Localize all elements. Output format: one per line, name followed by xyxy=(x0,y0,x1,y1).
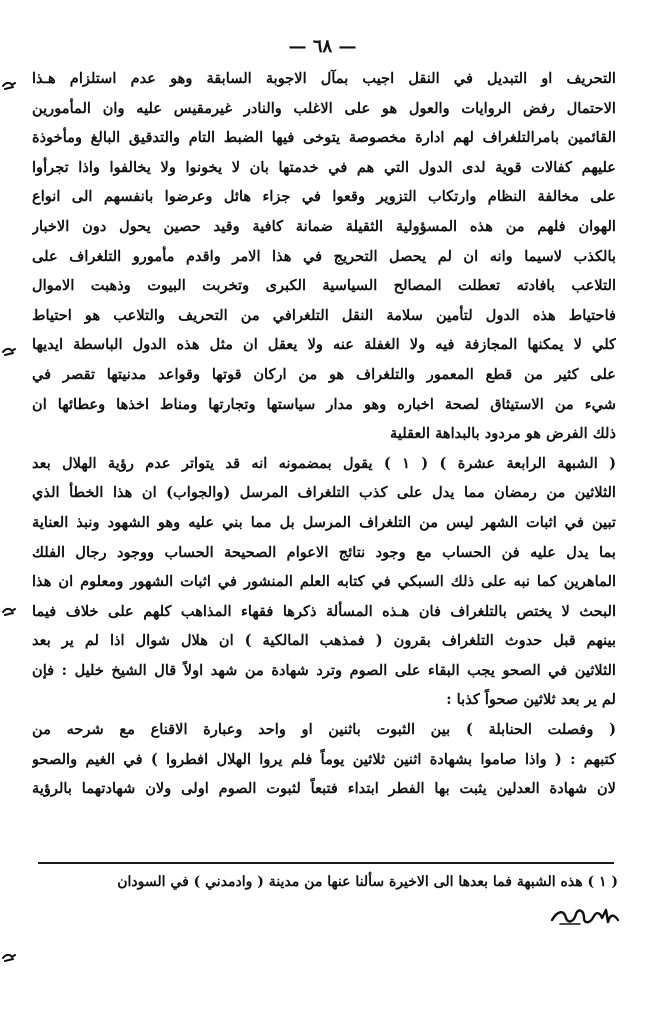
margin-ink-mark xyxy=(2,80,16,92)
text-line: ( الشبهة الرابعة عشرة ) ( ١ ) يقول بمضمونه انه قد يتواتر عدم رؤية الهلال بعد xyxy=(32,454,616,472)
text-line: بالكذب لاسيما وانه ان لم يحصل التحريج في هذا الامر واقدم مأمورو التلغراف على xyxy=(32,247,616,265)
body-text xyxy=(32,64,616,804)
text-line: الماهرين كما نبه على ذلك السبكي في كتابه العلم المنشور في اثبات الشهور ومعلوم ان هذا xyxy=(32,573,616,591)
text-line: القائمين بامرالتلغراف لهم ادارة مخصوصة يتوخى فيها الضبط التام والتدقيق البالغ ومأخوذة xyxy=(32,129,616,147)
text-line: الهوان فلهم من هذه المسؤولية الثقيلة ضمانة كافية وقيد حصين يحول دون الاخبار xyxy=(32,217,616,235)
text-line: تبين في اثبات الشهر ليس من التلغراف المرسل بل مما بني عليه وهو الشهود ونبذ العناية xyxy=(32,513,616,531)
text-line: على كثير من قطع المعمور والتلغراف هو من اركان قوتها وقواعد مدنيتها تقصر في xyxy=(32,365,616,383)
footnote: ( ١ ) هذه الشبهة فما بعدها الى الاخيرة سألنا عنها من مدينة ( وادمدني ) في السودان xyxy=(117,874,618,890)
margin-ink-mark xyxy=(2,346,16,358)
text-line: فاحتياط هذه الدول لتأمين سلامة النقل التلغرافي من التحريف والتلاعب هو احتياط xyxy=(32,306,616,324)
text-line: التلاعب بافادته تعطلت المصالح السياسية الكبرى وتخربت البيوت وذهبت الاموال xyxy=(32,277,616,295)
text-line: البحث لا يختص بالتلغراف فان هـذه المسألة ذكرها فقهاء المذاهب كلهم على خلاف فيما xyxy=(32,602,616,620)
page-number: — ٦٨ — xyxy=(288,36,357,57)
text-line: على مخالفة النظام وارتكاب التزوير وقعوا في جزاء هائل وعرضوا بانفسهم الى انواع xyxy=(32,188,616,206)
text-line: بما يدل عليه فن الحساب مع وجود نتائج الاعوام الصحيحة الحساب ووجود رجال الفلك xyxy=(32,543,616,561)
text-line: الثلاثين من رمضان مما يدل على كذب التلغراف المرسل (والجواب) ان هذا الخطأ الذي xyxy=(32,484,616,502)
text-line: الاحتمال رفض الروايات والعول هو على الاغلب والنادر غيرمقيس عليه وان المأمورين xyxy=(32,99,616,117)
handwritten-signature xyxy=(550,904,620,928)
text-line: شيء من الاستيثاق لصحة اخباره وهو مدار سياستها وتجارتها ومناط اخذها وعطائها ان xyxy=(32,395,616,413)
text-line: لان شهادة العدلين يثبت بها الفطر ابتداء فتبعاً لثبوت الصوم اولى ولان شهادتهما بالرؤية xyxy=(32,780,616,798)
text-line: بينهم قبل حدوث التلغراف بقرون ( فمذهب المالكية ) ان هلال شوال اذا لم ير بعد xyxy=(32,632,616,650)
text-line: كلي لا يمكنها المجازفة فيه ولا الغفلة عنه ولا يعقل ان مثل هذه الدول الباسطة ايديها xyxy=(32,336,616,354)
text-line: كتبهم : ( واذا صاموا بشهادة اثنين ثلاثين يوماً فلم يروا الهلال افطروا ) في الغيم والصحو xyxy=(32,750,616,768)
text-line: ذلك الفرض هو مردود بالبداهة العقلية xyxy=(390,425,616,443)
text-line: ( وفصلت الحنابلة ) بين الثبوت باثنين او واحد وعبارة الاقناع مع شرحه من xyxy=(32,721,616,739)
text-line: التحريف او التبديل في النقل اجيب بمآل الاجوبة السابقة وهو عدم استلزام هـذا xyxy=(32,70,616,87)
text-line: عليهم كفالات قوية لدى الدول التي هم في خدمتها بان لا يخونوا ولا يخالفوا واذا تجرأوا xyxy=(32,158,616,176)
text-line: لم ير بعد ثلاثين صحواً كذبا : xyxy=(446,691,616,709)
footnote-divider xyxy=(38,862,614,864)
margin-ink-mark xyxy=(2,952,16,964)
margin-ink-mark xyxy=(2,606,16,618)
text-line: الثلاثين في الصحو يجب البقاء على الصوم وترد شهادة من شهد اولاً قال الشيخ خليل : فإن xyxy=(32,661,616,679)
